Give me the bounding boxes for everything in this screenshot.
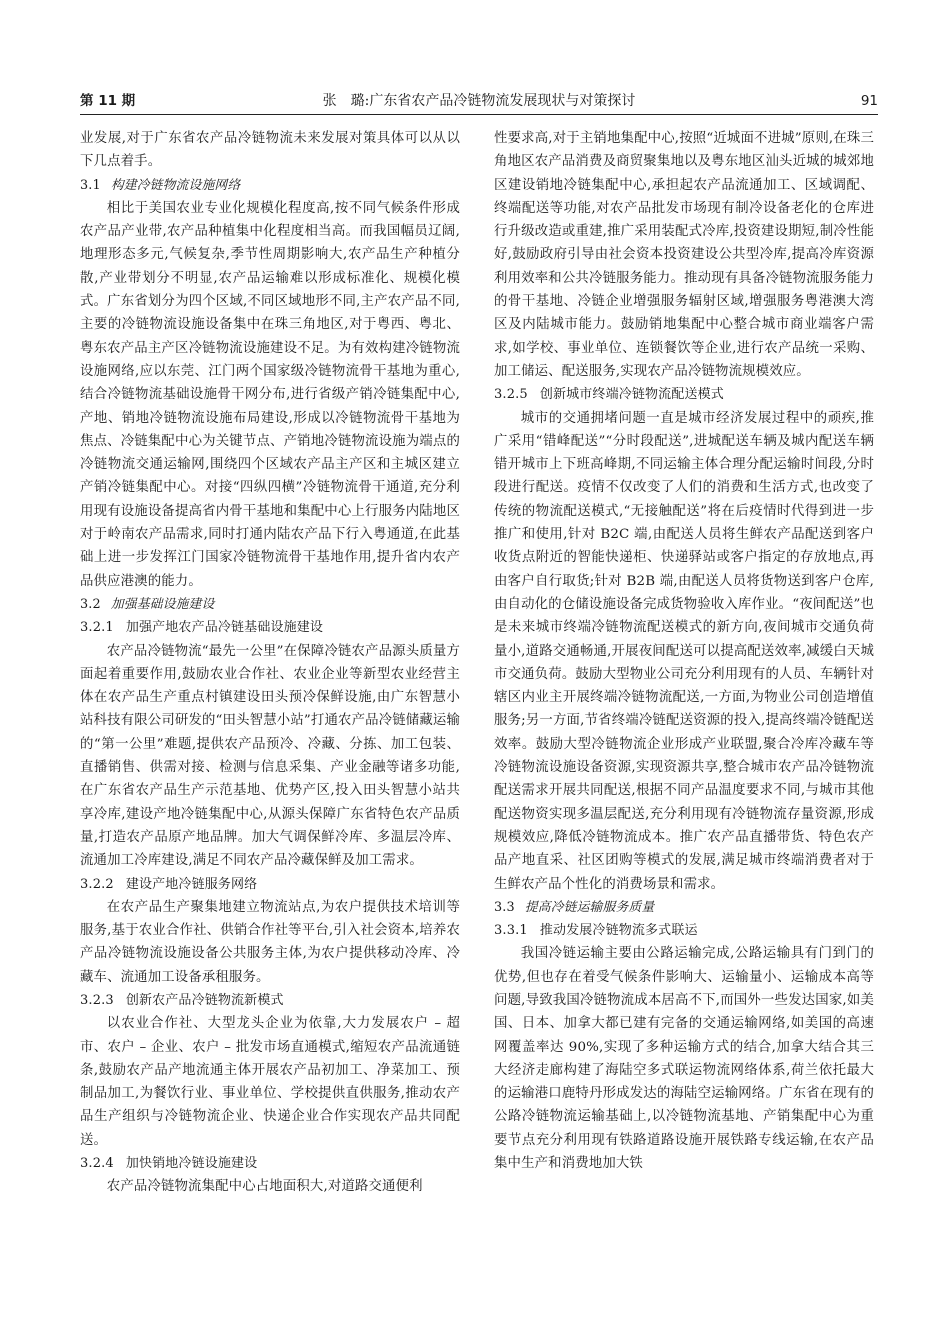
paragraph: 性要求高,对于主销地集配中心,按照“近城面不进城”原则,在珠三角地区农产品消费及商贸聚集地以及粤东地区汕头近城的城郊地区建设销地冷链集配中心,承担起农产品流通加工、区域调配、终端配送等功能,对农产品批发市场现有制冷设备老化的仓库进行升级改造或重建,推广采用装配式冷库,投资建设期短,制冷性能好,鼓励政府引导由社会资本投资建设公共型冷库,提高冷库资源利用效率和公共冷链服务能力。推动现有具备冷链物流服务能力的骨干基地、冷链企业增强服务辐射区域,增强服务粤港澳大湾区及内陆城市能力。鼓励销地集配中心整合城市商业端客户需求,如学校、事业单位、连锁餐饮等企业,进行农产品统一采购、加工储运、配送服务,实现农产品冷链物流规模效应。 (494, 131, 874, 379)
section-heading-3-2-2: 3.2.2 建设产地冷链服务网络 (80, 876, 258, 892)
paragraph: 在农产品生产聚集地建立物流站点,为农户提供技术培训等服务,基于农业合作社、供销合作社等平台,引入社会资本,培养农产品冷链物流设施设备公共服务主体,为农户提供移动冷库、冷藏车、流通加工设备承租服务。 (80, 899, 460, 985)
paragraph: 城市的交通拥堵问题一直是城市经济发展过程中的顽疾,推广采用“错峰配送”“分时段配送”,进城配送车辆及城内配送车辆错开城市上下班高峰期,不同运输主体合理分配运输时间段,分时段进行配送。疫情不仅改变了人们的消费和生活方式,也改变了传统的物流配送模式,“无接触配送”将在后疫情时代得到进一步推广和使用,针对 B2C 端,由配送人员将生鲜农产品配送到客户收货点附近的智能快递柜、快递驿站或客户指定的存放地点,再由客户自行取货;针对 B2B 端,由配送人员将货物送到客户仓库,由自动化的仓储设施设备完成货物验收入库作业。“夜间配送”也是未来城市终端冷链物流配送模式的新方向,夜间城市交通负荷量小,道路交通畅通,开展夜间配送可以提高配送效率,减缓白天城市交通负荷。鼓励大型物业公司充分利用现有的人员、车辆针对辖区内业主开展终端冷链物流配送,一方面,为物业公司创造增值服务;另一方面,节省终端冷链配送资源的投入,提高终端冷链配送效率。鼓励大型冷链物流企业形成产业联盟,聚合冷库冷藏车等冷链物流设施设备资源,实现资源共享,整合城市农产品冷链物流配送需求开展共同配送,根据不同产品温度要求不同,与城市其他配送物资实现多温层配送,充分利用现有冷链物流存量资源,形成规模效应,降低冷链物流成本。推广农产品直播带货、特色农产品产地直采、社区团购等模式的发展,满足城市终端消费者对于生鲜农产品个性化的消费场景和需求。 (494, 410, 874, 892)
section-heading-3-3: 3.3 提高冷链运输服务质量 (494, 899, 655, 915)
left-column (80, 127, 460, 1199)
section-heading-3-2-5: 3.2.5 创新城市终端冷链物流配送模式 (494, 387, 724, 403)
right-column (494, 127, 874, 1175)
section-heading-3-2-1: 3.2.1 加强产地农产品冷链基础设施建设 (80, 620, 324, 636)
paragraph: 农产品冷链物流“最先一公里”在保障冷链农产品源头质量方面起着重要作用,鼓励农业合作社、农业企业等新型农业经营主体在农产品生产重点村镇建设田头预冷保鲜设施,由广东智慧小站科技有限公司研发的“田头智慧小站”打通农产品冷链储藏运输的“第一公里”难题,提供农产品预冷、冷藏、分拣、加工包装、直播销售、供需对接、检测与信息采集、产业金融等诸多功能,在广东省农产品生产示范基地、优势产区,投入田头智慧小站共享冷库,建设产地冷链集配中心,从源头保障广东省特色农产品质量,打造农产品原产地品牌。加大气调保鲜冷库、多温层冷库、流通加工冷库建设,满足不同农产品冷藏保鲜及加工需求。 (80, 643, 460, 869)
section-heading-3-2: 3.2 加强基础设施建设 (80, 596, 215, 612)
paragraph: 我国冷链运输主要由公路运输完成,公路运输具有门到门的优势,但也存在着受气候条件影响大、运输量小、运输成本高等问题,导致我国冷链物流成本居高不下,而国外一些发达国家,如美国、日本、加拿大都已建有完备的交通运输网络,如美国的高速网覆盖率达 90%,实现了多种运输方式的结合,加拿大结合其三大经济走廊构建了海陆空多式联运物流网络体系,荷兰依托最大的运输港口鹿特丹形成发达的海陆空运输网络。广东省在现有的公路冷链物流运输基础上,以冷链物流基地、产销集配中心为重要节点充分利用现有铁路道路设施开展铁路专线运输,在农产品集中生产和消费地加大铁 (494, 946, 874, 1172)
page-number: 91 (860, 93, 878, 109)
running-title: 张 璐:广东省农产品冷链物流发展现状与对策探讨 (322, 93, 636, 109)
paragraph: 农产品冷链物流集配中心占地面积大,对道路交通便利 (106, 1179, 423, 1195)
paragraph: 相比于美国农业专业化规模化程度高,按不同气候条件形成农产品产业带,农产品种植集中化程度相当高。而我国幅员辽阔,地理形态多元,气候复杂,季节性周期影响大,农产品生产种植分散,产业带划分不明显,农产品运输难以形成标准化、规模化模式。广东省划分为四个区域,不同区域地形不同,主产农产品不同,主要的冷链物流设施设备集中在珠三角地区,对于粤西、粤北、粤东农产品主产区冷链物流设施建设不足。为有效构建冷链物流设施网络,应以东莞、江门两个国家级冷链物流骨干基地为重心,结合冷链物流基础设施骨干网分布,进行省级产销冷链集配中心,产地、销地冷链物流设施布局建设,形成以冷链物流骨干基地为焦点、冷链集配中心为关键节点、产销地冷链物流设施为端点的冷链物流交通运输网,围绕四个区域农产品主产区和主城区建立产销冷链集配中心。对接“四纵四横”冷链物流骨干通道,充分利用现有设施设备提高省内骨干基地和集配中心上行服务内陆地区对于岭南农产品需求,同时打通内陆农产品下行入粤通道,在此基础上进一步发挥江门国家冷链物流骨干基地作用,提升省内农产品供应港澳的能力。 (80, 200, 460, 589)
section-heading-3-1: 3.1 构建冷链物流设施网络 (80, 177, 241, 193)
paragraph: 业发展,对于广东省农产品冷链物流未来发展对策具体可以从以下几点着手。 (80, 131, 460, 170)
paragraph: 以农业合作社、大型龙头企业为依靠,大力发展农户 – 超市、农户 – 企业、农户 – 批发市场直通模式,缩短农产品流通链条,鼓励农产品产地流通主体开展农产品初加工、净菜加工、预制品加工,为餐饮行业、事业单位、学校提供直供服务,推动农产品生产组织与冷链物流企业、快递企业合作实现农产品共同配送。 (80, 1016, 460, 1148)
section-heading-3-2-3: 3.2.3 创新农产品冷链物流新模式 (80, 992, 284, 1008)
page-header (80, 88, 878, 115)
section-heading-3-2-4: 3.2.4 加快销地冷链设施建设 (80, 1156, 258, 1172)
section-heading-3-3-1: 3.3.1 推动发展冷链物流多式联运 (494, 923, 698, 939)
issue-number: 第 11 期 (80, 93, 136, 109)
